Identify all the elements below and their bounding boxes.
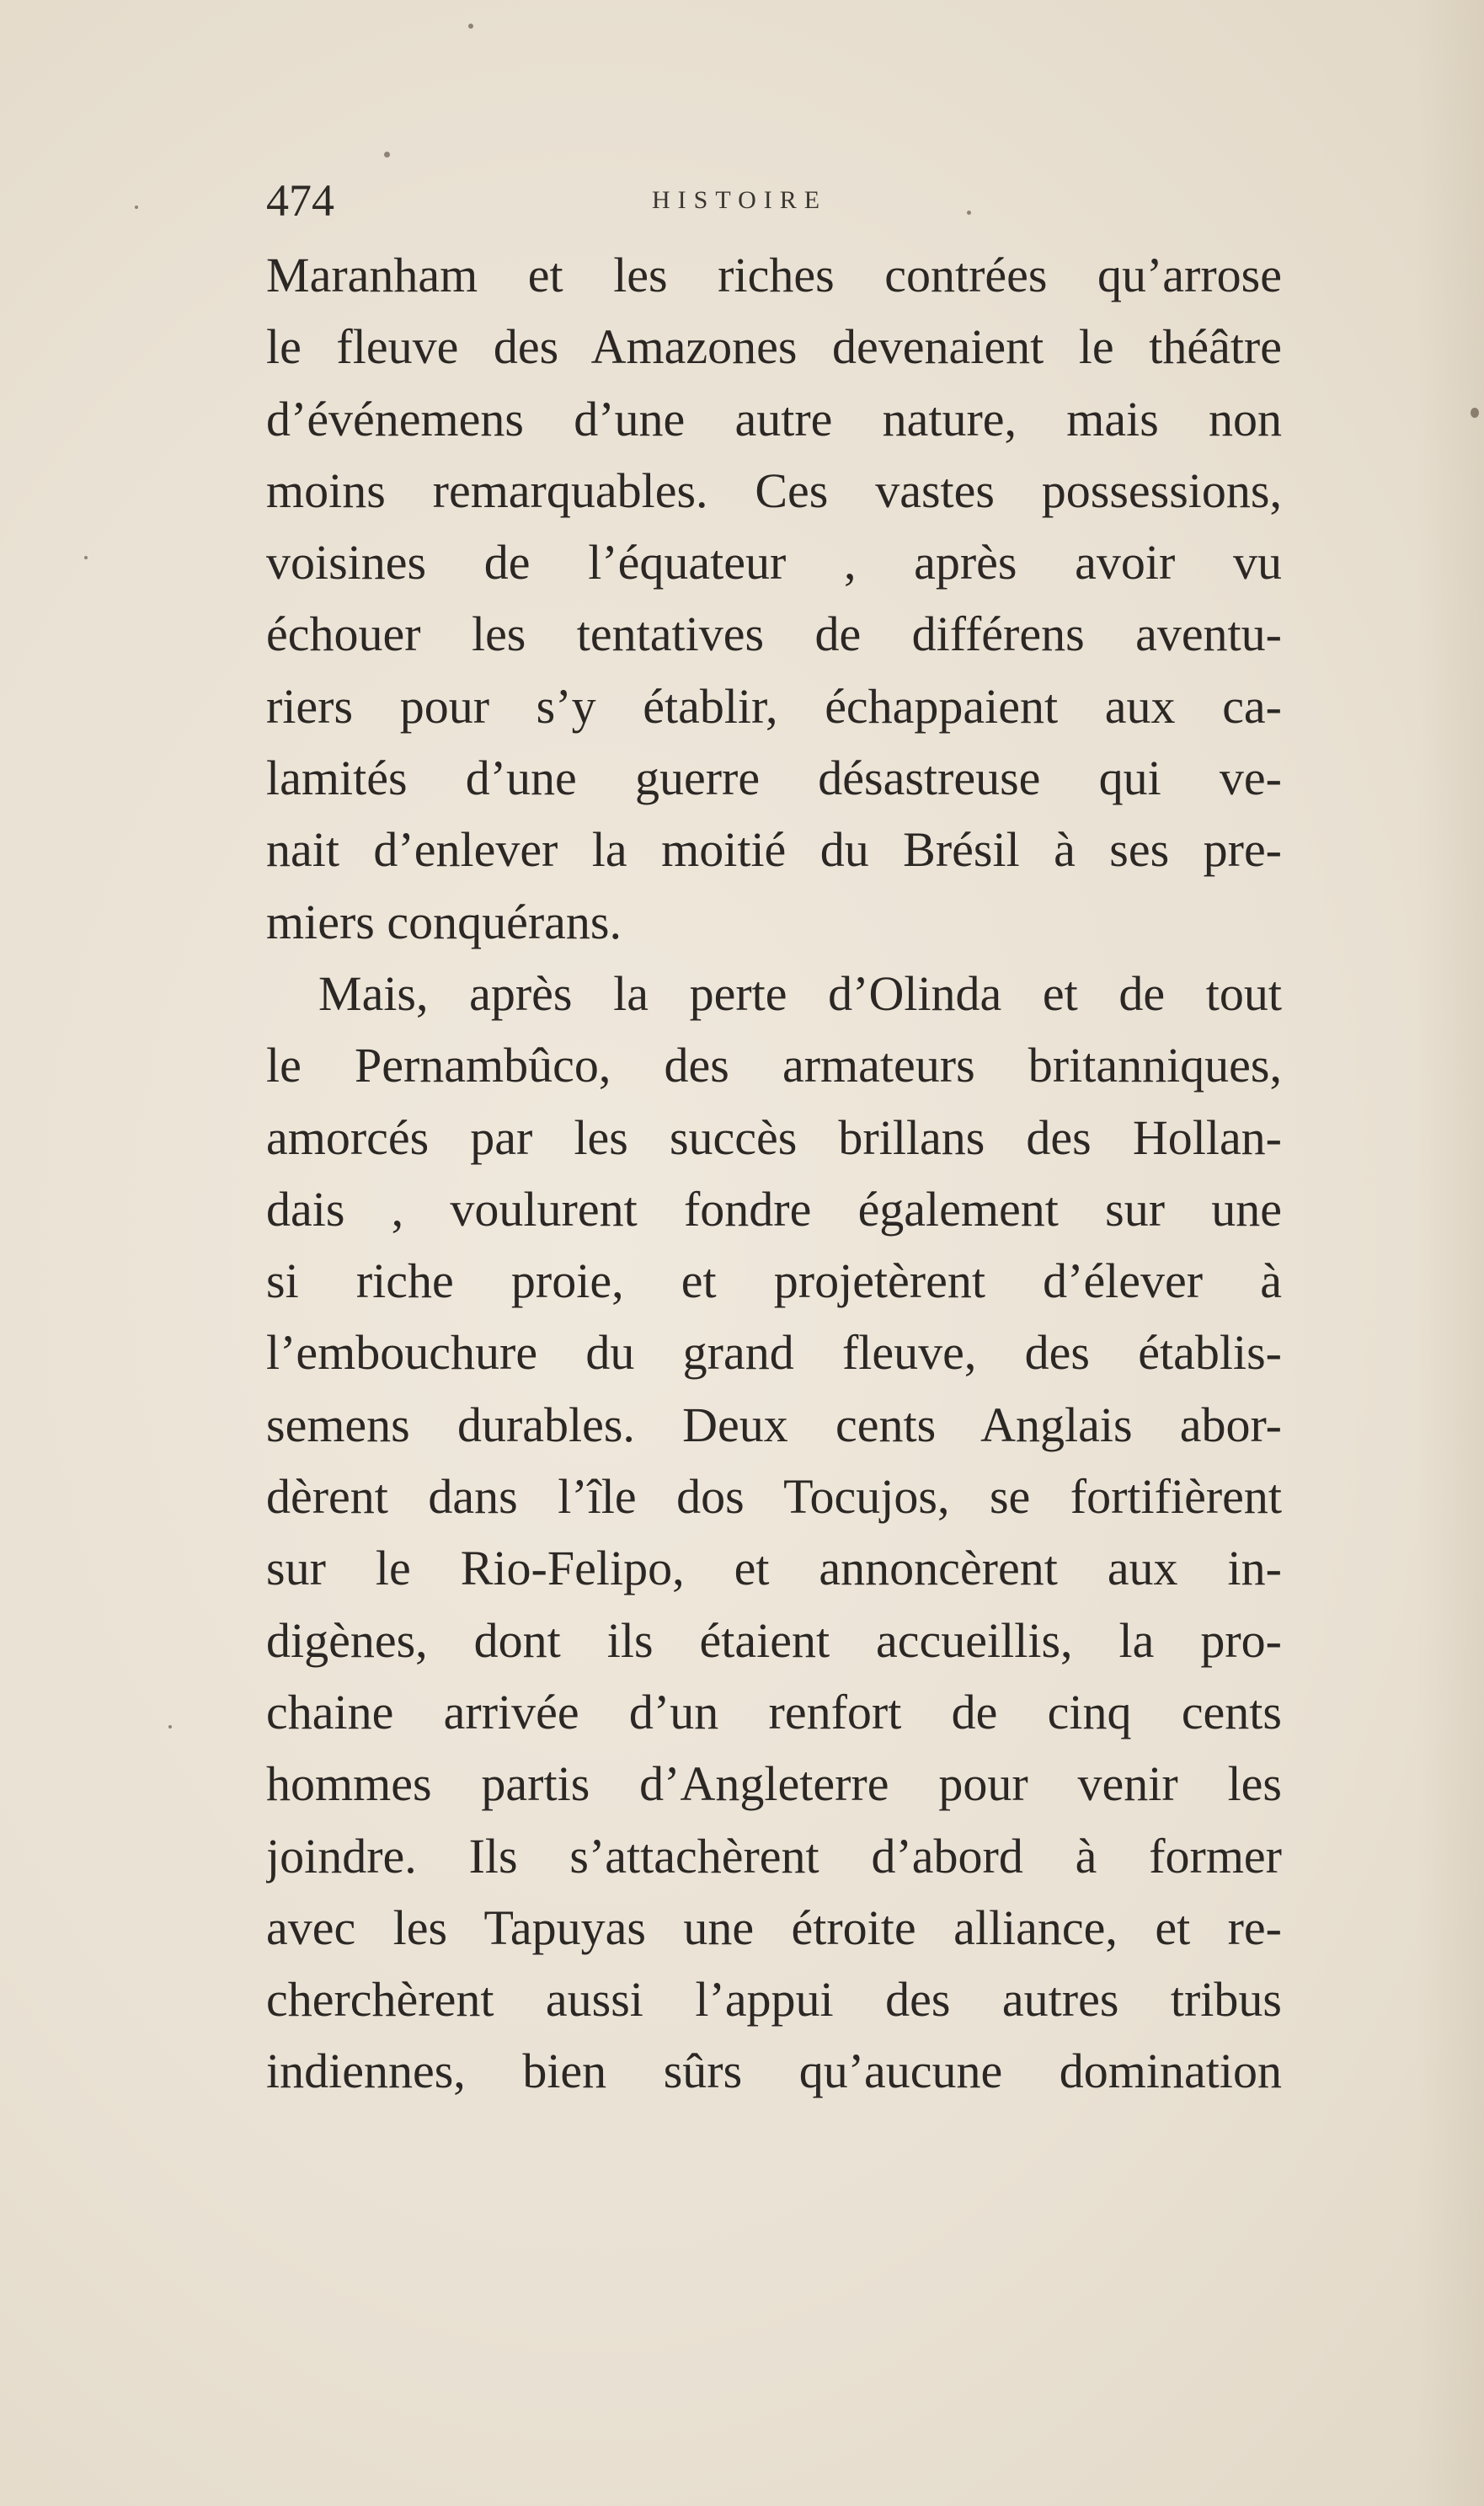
paper-speck: [168, 1725, 172, 1729]
text-line: chaine arrivée d’un renfort de cinq cents: [266, 1684, 1282, 1739]
text-line: moins remarquables. Ces vastes possessions,: [266, 462, 1282, 518]
text-line: cherchèrent aussi l’appui des autres tribus: [266, 1972, 1282, 2028]
text-line: lamités d’une guerre désastreuse qui ve-: [266, 751, 1282, 806]
text-line: Maranham et les riches contrées qu’arrose: [266, 248, 1282, 302]
body-text: [266, 239, 1282, 2108]
text-line: avec les Tapuyas une étroite alliance, et re-: [266, 1900, 1282, 1955]
text-line: dèrent dans l’île dos Tocujos, se fortifièrent: [266, 1469, 1282, 1525]
text-line: amorcés par les succès brillans des Hollan-: [266, 1109, 1282, 1165]
paragraph-1: [266, 239, 1282, 958]
text-line: dais , voulurent fondre également sur une: [266, 1181, 1282, 1237]
text-line: indiennes, bien sûrs qu’aucune domination: [266, 2044, 1282, 2099]
text-line: le fleuve des Amazones devenaient le théâtre: [266, 319, 1282, 375]
text-line: Mais, après la perte d’Olinda et de tout: [318, 965, 1282, 1021]
text-line: hommes partis d’Angleterre pour venir les: [266, 1756, 1282, 1812]
paper-speck: [84, 556, 88, 559]
text-line: échouer les tentatives de différens aventu-: [266, 606, 1282, 662]
text-line: voisines de l’équateur , après avoir vu: [266, 535, 1282, 590]
text-line: l’embouchure du grand fleuve, des établis-: [266, 1325, 1282, 1381]
text-line: d’événemens d’une autre nature, mais non: [266, 391, 1282, 446]
text-line: digènes, dont ils étaient accueillis, la pro-: [266, 1612, 1282, 1668]
paper-speck: [967, 211, 971, 215]
running-title: HISTOIRE: [652, 186, 828, 214]
paper-speck: [135, 206, 138, 209]
text-line: miers conquérans.: [266, 894, 622, 949]
paper-speck: [384, 152, 390, 158]
text-line: le Pernambûco, des armateurs britanniques,: [266, 1038, 1282, 1093]
text-line: semens durables. Deux cents Anglais abor-: [266, 1397, 1282, 1452]
text-line: nait d’enlever la moitié du Brésil à ses pre-: [266, 822, 1282, 878]
paper-speck: [1471, 408, 1479, 418]
page-edge-shadow: [1417, 0, 1484, 2506]
paragraph-2: [266, 958, 1282, 2108]
text-line: riers pour s’y établir, échappaient aux ca-: [266, 678, 1282, 734]
paper-speck: [468, 24, 473, 29]
page-header: [266, 175, 1294, 226]
text-line: sur le Rio-Felipo, et annoncèrent aux in-: [266, 1541, 1282, 1596]
text-line: joindre. Ils s’attachèrent d’abord à former: [266, 1828, 1282, 1884]
text-line: si riche proie, et projetèrent d’élever à: [266, 1253, 1282, 1309]
page-number: 474: [266, 175, 334, 226]
